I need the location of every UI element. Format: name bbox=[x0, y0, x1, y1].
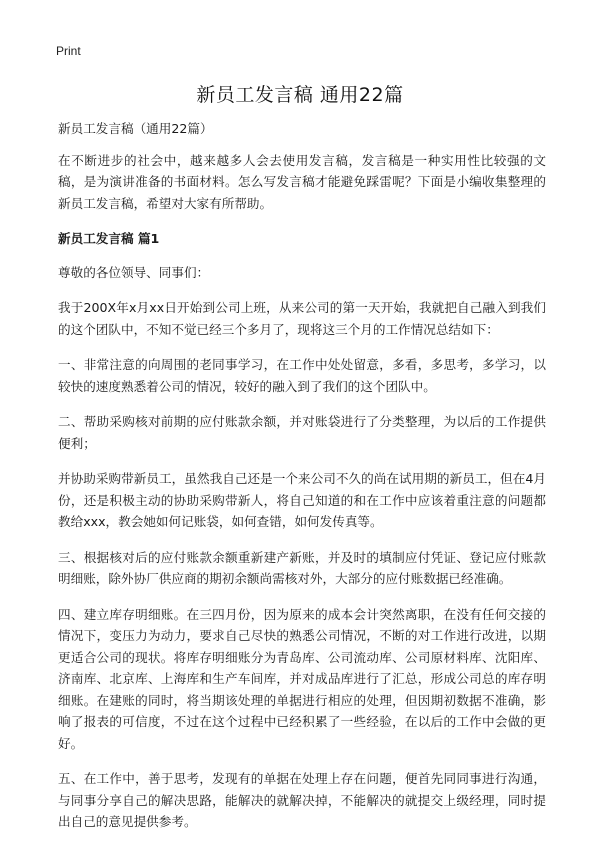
body-paragraph: 五、在工作中，善于思考，发现有的单据在处理上存在问题，便首先同同事进行沟通，与同事分享自己的解决思路，能解决的就解决掉，不能解决的就提交上级经理，同时提出自己的意见提供参考。 bbox=[58, 771, 546, 829]
body-paragraph: 并协助采购带新员工，虽然我自己还是一个来公司不久的尚在试用期的新员工，但在4月份，还是积极主动的协助采购带新人，将自己知道的和在工作中应该着重注意的问题都教给xxx，教会她如何记账袋，如何查错，如何发传真等。 bbox=[58, 471, 546, 529]
body-paragraph: 一、非常注意的向周围的老同事学习，在工作中处处留意，多看，多思考，多学习，以较快的速度熟悉着公司的情况，较好的融入到了我们的这个团队中。 bbox=[58, 357, 546, 394]
body-paragraph: 我于200X年x月xx日开始到公司上班，从来公司的第一天开始，我就把自己融入到我们的这个团队中，不知不觉已经三个多月了，现将这三个月的工作情况总结如下： bbox=[58, 300, 546, 337]
body-paragraph: 四、建立库存明细账。在三四月份，因为原来的成本会计突然离职，在没有任何交接的情况下，变压力为动力，要求自己尽快的熟悉公司情况，不断的对工作进行改进，以期更适合公司的现状。将库存明细账分为青岛库、公司流动库、公司原材料库、沈阳库、济南库、北京库、上海库和生产车间库，并对成品库进行了汇总，形成公司总的库存明细账。在建账的同时，将当期该处理的单据进行相应的处理，但因期初数据不准确，影响了报表的可信度，不过在这个过程中已经积累了一些经验，在以后的工作中会做的更好。 bbox=[58, 606, 546, 751]
document-body bbox=[58, 118, 546, 847]
greeting-paragraph: 尊敬的各位领导、同事们： bbox=[58, 264, 210, 280]
document-subtitle: 新员工发言稿（通用22篇） bbox=[58, 121, 213, 136]
document-title: 新员工发言稿 通用22篇 bbox=[196, 84, 404, 106]
intro-paragraph: 在不断进步的社会中，越来越多人会去使用发言稿，发言稿是一种实用性比较强的文稿，是为演讲准备的书面材料。怎么写发言稿才能避免踩雷呢？下面是小编收集整理的新员工发言稿，希望对大家有所帮助。 bbox=[58, 152, 546, 211]
body-paragraph: 二、帮助采购核对前期的应付账款余额，并对账袋进行了分类整理，为以后的工作提供便利； bbox=[58, 414, 546, 451]
print-label: Print bbox=[56, 44, 81, 58]
section-heading: 新员工发言稿 篇1 bbox=[58, 231, 160, 246]
body-paragraph: 三、根据核对后的应付账款余额重新建产新账，并及时的填制应付凭证、登记应付账款明细账，除外协厂供应商的期初余额尚需核对外，大部分的应付账数据已经准确。 bbox=[58, 549, 546, 586]
